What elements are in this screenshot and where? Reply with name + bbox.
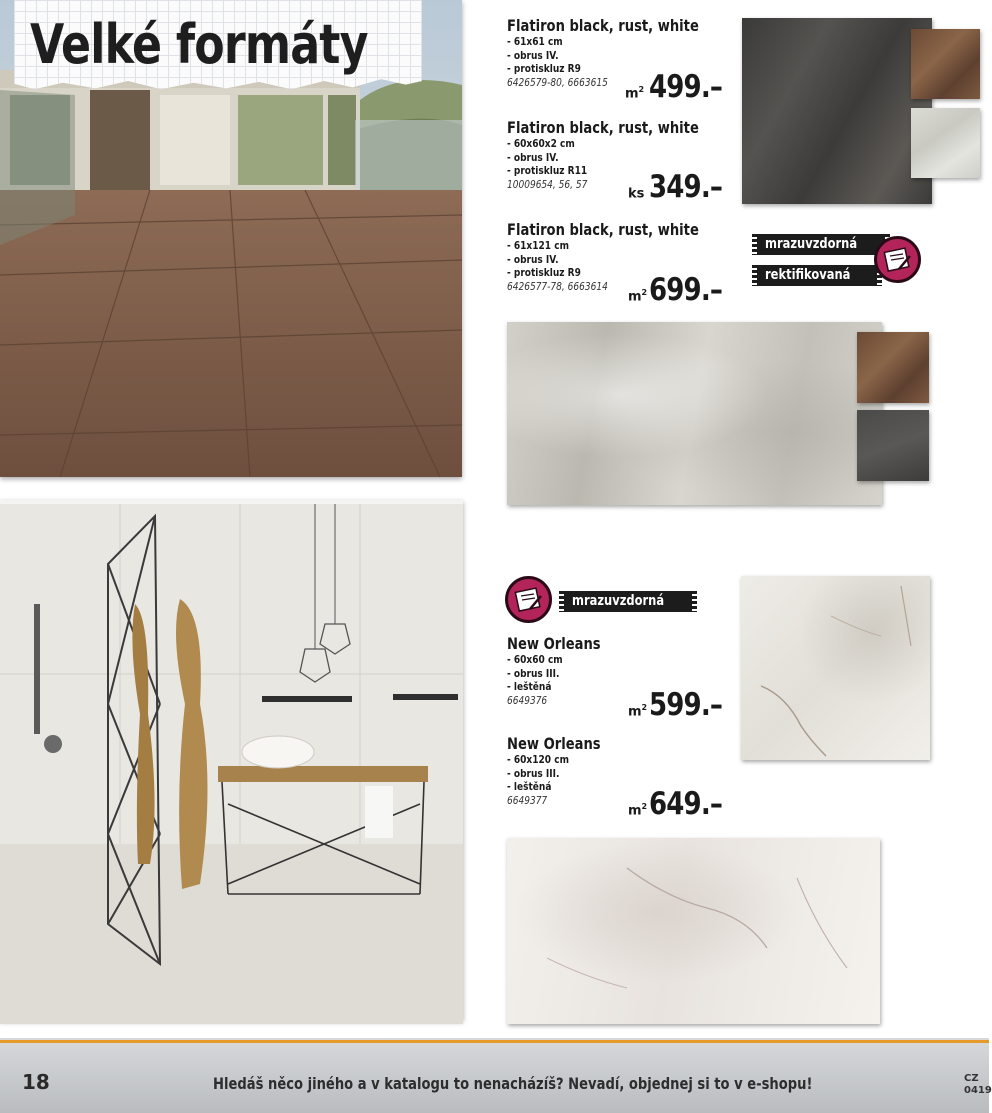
product-spec: - 60x60 cm	[507, 653, 563, 666]
document-pen-icon	[877, 239, 918, 280]
product-spec: - obrus IV.	[507, 150, 559, 164]
edition-code	[964, 1073, 992, 1097]
tile-swatch-rust	[911, 29, 980, 99]
product-spec: - obrus III.	[507, 666, 560, 680]
product-code: 6649377	[507, 793, 548, 807]
product-spec: - 61x121 cm	[507, 239, 569, 252]
bathroom-illustration	[0, 504, 463, 1024]
product-name: New Orleans	[507, 634, 601, 653]
price-value: 649.–	[649, 786, 723, 822]
product-code: 6649376	[507, 693, 548, 707]
price-unit: $m^2$	[625, 85, 645, 102]
price-value: 499.–	[649, 69, 723, 105]
product-spec: - protiskluz R11	[507, 164, 588, 177]
tile-swatch-marble-long	[507, 838, 880, 1024]
tile-swatch-marble-square	[741, 576, 930, 760]
product-spec: - protiskluz R9	[507, 266, 581, 279]
marble-veins	[741, 576, 930, 760]
product-name: Flatiron black, rust, white	[507, 118, 699, 137]
edition-number: 0419	[964, 1085, 992, 1096]
price-value: 349.–	[649, 169, 723, 205]
price-unit: ks	[628, 186, 645, 202]
product-spec: - leštěná	[507, 780, 552, 793]
product-spec: - obrus IV.	[507, 252, 559, 266]
product-spec: - leštěná	[507, 680, 552, 693]
product-name: New Orleans	[507, 734, 601, 753]
bathroom-photo	[0, 500, 463, 1020]
product-spec: - obrus III.	[507, 766, 560, 780]
catalog-icon	[505, 576, 552, 623]
product-spec: - 60x120 cm	[507, 753, 569, 766]
page-number: 18	[22, 1070, 50, 1094]
frost-resistant-badge: mrazuvzdorná	[757, 234, 885, 255]
product-spec: - 60x60x2 cm	[507, 137, 575, 150]
footer-eshop-text: Hledáš něco jiného a v katalogu to nenacházíš? Nevadí, objednej si to v e-shopu!	[213, 1074, 813, 1093]
product-name: Flatiron black, rust, white	[507, 16, 699, 35]
country-code: CZ	[964, 1073, 979, 1084]
tile-swatch-long-white	[507, 322, 882, 505]
document-pen-icon	[508, 579, 549, 620]
catalog-icon	[874, 236, 921, 283]
page-title: Velké formáty	[30, 13, 368, 76]
price-unit: $m^2$	[628, 288, 648, 305]
price-unit: $m^2$	[628, 703, 648, 720]
tile-swatch-white	[911, 108, 980, 178]
product-code: 10009654, 56, 57	[507, 177, 588, 191]
product-code: 6426579-80, 6663615	[507, 75, 608, 89]
frost-resistant-badge: mrazuvzdorná	[564, 591, 692, 612]
product-spec: - 61x61 cm	[507, 35, 563, 48]
product-code: 6426577-78, 6663614	[507, 279, 608, 293]
marble-veins-long	[507, 838, 880, 1024]
tile-swatch-rust-small	[857, 332, 929, 403]
tile-swatch-black	[742, 18, 932, 204]
rectified-badge: rektifikovaná	[757, 265, 877, 286]
price-value: 699.–	[649, 272, 723, 308]
price-value: 599.–	[649, 687, 723, 723]
footer-accent-line	[0, 1040, 989, 1043]
product-name: Flatiron black, rust, white	[507, 220, 699, 239]
price-unit: $m^2$	[628, 802, 648, 819]
product-spec: - protiskluz R9	[507, 62, 581, 75]
tile-swatch-black-small	[857, 410, 929, 481]
product-spec: - obrus IV.	[507, 48, 559, 62]
